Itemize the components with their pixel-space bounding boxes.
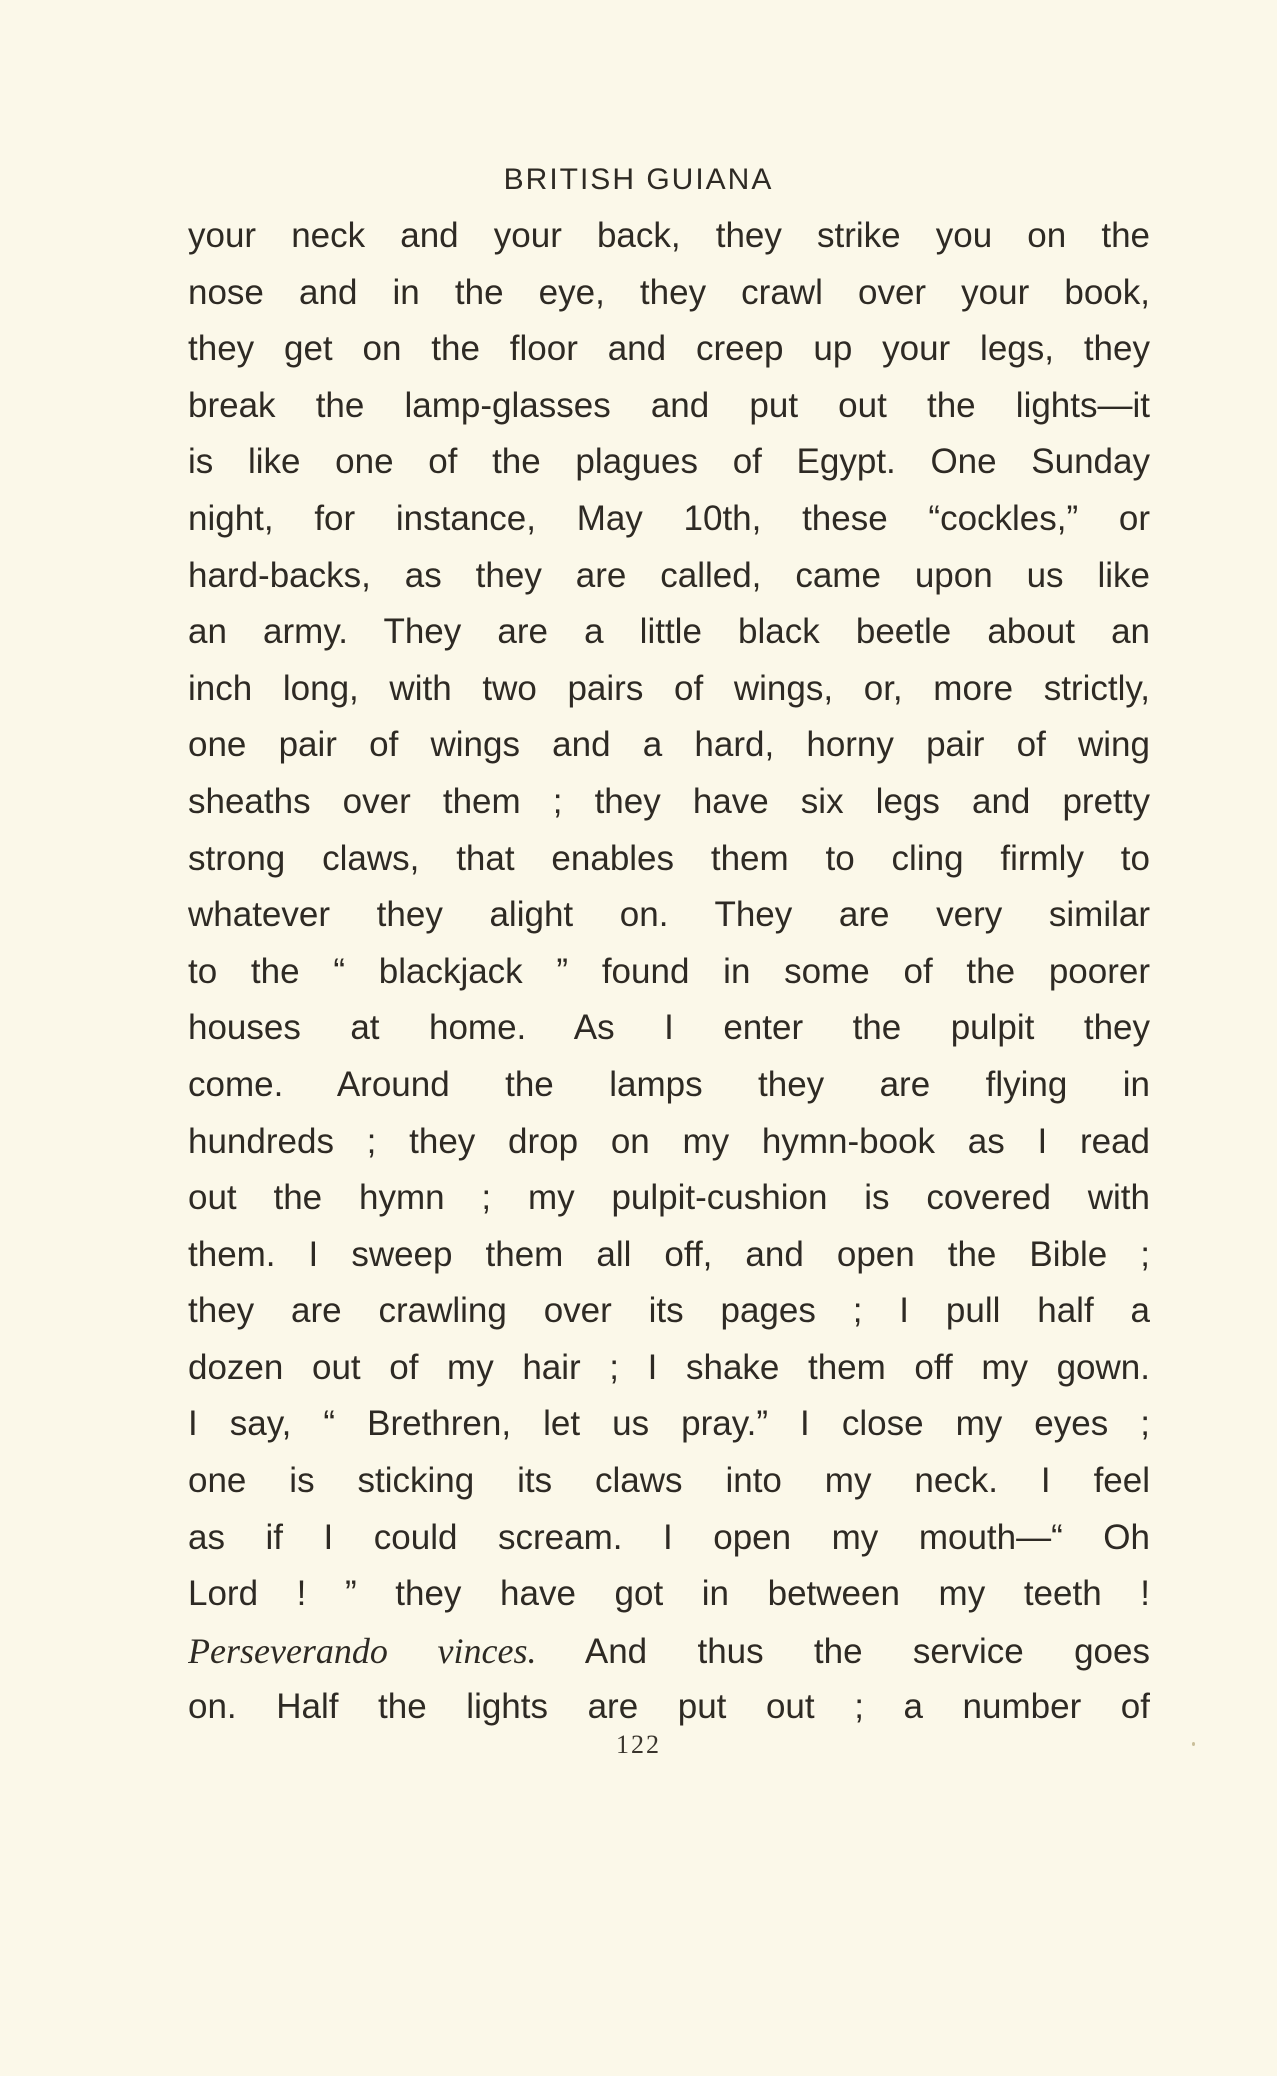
text-line: them. I sweep them all off, and open the Bible ; <box>188 1234 1150 1274</box>
text-line-last: on. Half the lights are put out ; a number of <box>188 1687 1150 1727</box>
text-line: your neck and your back, they strike you on the <box>188 216 1150 255</box>
text-line: to the “ blackjack ” found in some of the poorer <box>188 951 1150 991</box>
text-line: Lord ! ” they have got in between my teeth ! <box>188 1574 1150 1614</box>
text-line: strong claws, that enables them to cling firmly to <box>188 838 1150 878</box>
text-line: one pair of wings and a hard, horny pair of wing <box>188 725 1150 765</box>
text-line: night, for instance, May 10th, these “cockles,” or <box>188 498 1150 538</box>
text-line: come. Around the lamps they are flying in <box>188 1064 1150 1104</box>
text-line: whatever they alight on. They are very similar <box>188 895 1150 935</box>
text-line: they are crawling over its pages ; I pull half a <box>188 1291 1150 1331</box>
text-line: sheaths over them ; they have six legs and pretty <box>188 781 1150 821</box>
body-text <box>188 208 1150 1736</box>
text-line: as if I could scream. I open my mouth—“ Oh <box>188 1517 1150 1557</box>
text-line: dozen out of my hair ; I shake them off my gown. <box>188 1347 1150 1387</box>
text-line: out the hymn ; my pulpit-cushion is covered with <box>188 1178 1150 1218</box>
text-line: an army. They are a little black beetle about an <box>188 612 1150 652</box>
text-line: I say, “ Brethren, let us pray.” I close my eyes ; <box>188 1404 1150 1444</box>
text-line: break the lamp-glasses and put out the lights—it <box>188 385 1150 425</box>
text-line: is like one of the plagues of Egypt. One Sunday <box>188 442 1150 482</box>
text-line: hard-backs, as they are called, came upon us like <box>188 555 1150 595</box>
text-line-rest: And thus the service goes <box>536 1631 1150 1671</box>
running-head: BRITISH GUIANA <box>503 163 774 196</box>
latin-motto: Perseverando vinces. <box>188 1630 537 1671</box>
text-line: houses at home. As I enter the pulpit they <box>188 1008 1150 1048</box>
text-line: hundreds ; they drop on my hymn-book as I read <box>188 1121 1150 1161</box>
text-line: inch long, with two pairs of wings, or, more strictly, <box>188 668 1150 708</box>
text-line: they get on the floor and creep up your legs, they <box>188 329 1150 369</box>
page-number: 122 <box>616 1730 661 1759</box>
text-line: one is sticking its claws into my neck. I feel <box>188 1461 1150 1501</box>
text-line: nose and in the eye, they crawl over your book, <box>188 272 1150 312</box>
text-line-italic-motto <box>188 1623 1150 1680</box>
paper-speck <box>1192 1742 1195 1746</box>
